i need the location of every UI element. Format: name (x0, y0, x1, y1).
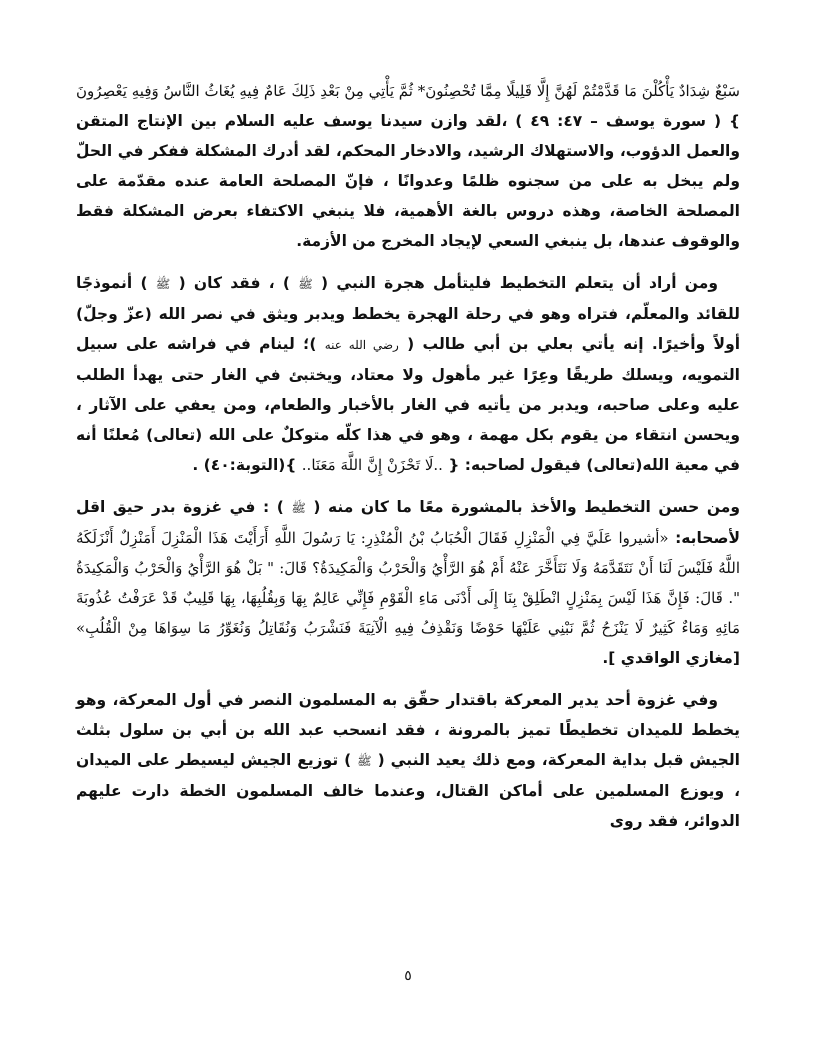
paragraph-badr (76, 492, 740, 673)
paragraph-yusuf-verse (76, 76, 740, 256)
document-page (76, 76, 740, 836)
paragraph-uhud (76, 685, 740, 836)
pbuh-honorific: ﷺ (291, 501, 306, 515)
pbuh-honorific: ﷺ (155, 277, 171, 291)
radiya-honorific: رضي الله عنه (324, 338, 399, 352)
text-segment: }(التوبة:٤٠) . (192, 456, 297, 474)
quran-verse: سَبْعٌ شِدَادٌ يَأْكُلْنَ مَا قَدَّمْتُمْ لَهُنَّ إِلَّا قَلِيلًا مِمَّا تُحْصِنُونَ* ثُمَّ يَأْتِي مِنْ بَعْدِ ذَلِكَ عَامٌ فِيهِ يُغَاثُ النَّاسُ وَفِيهِ يَعْصِرُونَ (76, 82, 740, 100)
text-segment: ) أنموذجًا للقائد والمعلّم، فتراه وهو في رحلة الهجرة يخطط ويدبر ويثق في نصر الله (عزّ وجلّ) أولاً وأخيرًا. إنه يأتي بعلي بن أبي طالب ( (76, 274, 741, 353)
pbuh-honorific: ﷺ (298, 277, 313, 291)
text-segment: وفي غزوة أحد يدير المعركة باقتدار حقّق به المسلمون النصر في أول المعركة، وهو يخطط للميدان تخطيطًا تميز بالمرونة ، فقد انسحب عبد الله بن أبي بن سلول بثلث الجيش قبل بداية المعركة، ومع ذلك يعيد النبي ( (76, 691, 740, 769)
hadith-quote: «أشيروا عَلَيَّ فِي الْمَنْزِلِ فَقَالَ الْحُبَابُ بْنُ الْمُنْذِرِ: يَا رَسُولَ اللَّهِ أَرَأَيْتَ هَذَا الْمَنْزِلَ أَمَنْزِلٌ أَنْزَلَكَهُ اللَّهُ فَلَيْسَ لَنَا أَنْ نَتَقَدَّمَهُ وَلَا نَتَأَخَّرَ عَنْهُ أَمْ هُوَ الرَّأْيُ وَالْحَرْبُ وَالْمَكِيدَةُ؟ قَالَ: " بَلْ هُوَ الرَّأْيُ وَالْحَرْبُ وَالْمَكِيدَةُ ". قَالَ: فَإِنَّ هَذَا لَيْسَ بِمَنْزِلٍ انْطَلِقْ بِنَا إِلَى أَدْنَى مَاءِ الْقَوْمِ فَإِنِّي عَالِمٌ بِهَا وَبِقُلُبِهَا، بِهَا قَلِيبٌ قَدْ عَرَفْتُ عُذُوبَةَ مَائِهِ وَمَاءٌ كَثِيرٌ لَا يَنْزَحُ ثُمَّ نَبْنِي عَلَيْهَا حَوْضًا وَنَقْذِفُ فِيهِ الْآنِيَةَ فَنَشْرَبُ وَنُقَاتِلُ وَنُغَوِّرُ مَا سِوَاهَا مِنْ الْقُلُبِ» (76, 529, 740, 637)
text-segment: ) توزيع الجيش ليسيطر على الميدان ، ويوزع المسلمين على أماكن القتال، وعندما خالف المسلمون الخطة دارت عليهم الدوائر، فقد روى (76, 751, 740, 830)
page-number: ٥ (404, 968, 412, 984)
citation-source: [مغازي الواقدي ]. (602, 649, 740, 667)
text-segment: ) : في غزوة بدر حيق اقل لأصحابه: (76, 498, 740, 547)
paragraph-hijra (76, 268, 740, 480)
text-segment: ) ، فقد كان ( (178, 274, 290, 292)
pbuh-honorific: ﷺ (357, 754, 372, 768)
paragraph-text: } ( سورة يوسف – ٤٧: ٤٩ ) ،لقد وازن سيدنا يوسف عليه السلام بين الإنتاج المتقن والعمل الدؤوب، والاستهلاك الرشيد، والادخار المحكم، لقد أدرك المشكلة ففكر في الحلّ ولم يبخل به على من سجنوه ظلمًا وعدوانًا ، فإنّ المصلحة العامة عنده مقدّمة على المصلحة الخاصة، وهذه دروس بالغة الأهمية، فلا ينبغي الاكتفاء بعرض المشكلة فقط والوقوف عندها، بل ينبغي السعي لإيجاد المخرج من الأزمة. (76, 112, 740, 250)
quran-verse: ..لَا تَحْزَنْ إِنَّ اللَّهَ مَعَنَا.. (301, 456, 443, 474)
text-segment: ومن حسن التخطيط والأخذ بالمشورة معًا ما كان منه ( (313, 498, 741, 516)
text-segment: )؛ لينام في فراشه على سبيل التمويه، ويسلك طريقًا وعِرًا غير مأهول ولا معتاد، ويختبئ في الغار حتى يهدأ الطلب عليه وعلى صاحبه، ويدبر من يأتيه في الغار بالأخبار والطعام، ومن يعفي على الآثار ، ويحسن انتقاء من يقوم بكل مهمة ، وهو في هذا كلّه متوكلٌ على الله (تعالى) مُعلنًا أنه في معية الله(تعالى) فيقول لصاحبه: { (76, 335, 740, 474)
text-segment: ومن أراد أن يتعلم التخطيط فليتأمل هجرة النبي ( (321, 274, 718, 292)
